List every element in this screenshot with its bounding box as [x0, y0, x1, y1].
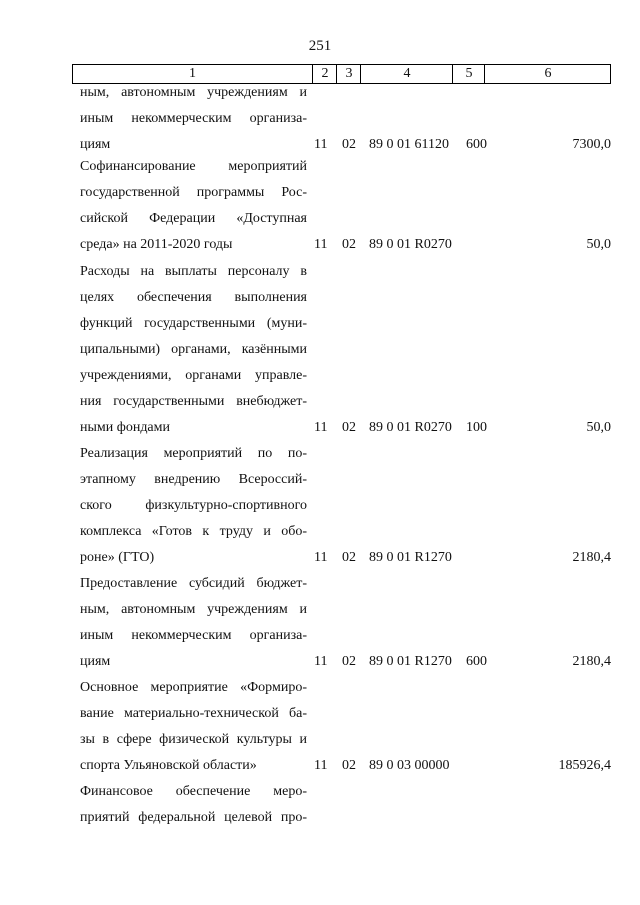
row-text-line: ным, автономным учреждениям и [80, 85, 307, 100]
row-amount: 2180,4 [572, 550, 611, 565]
code-target-article: 89 0 01 61120 [369, 137, 449, 152]
code-section: 11 [314, 758, 328, 773]
row-amount: 50,0 [586, 237, 611, 252]
row-text-line: государственной программы Рос- [80, 185, 307, 200]
page-number: 251 [308, 38, 332, 54]
code-subsection: 02 [342, 550, 356, 565]
code-target-article: 89 0 01 R1270 [369, 654, 452, 669]
code-section: 11 [314, 237, 328, 252]
code-subsection: 02 [342, 420, 356, 435]
row-text-line: Предоставление субсидий бюджет- [80, 576, 307, 591]
table-row [80, 441, 620, 571]
code-section: 11 [314, 137, 328, 152]
row-text-line: зы в сфере физической культуры и [80, 732, 307, 747]
row-amount: 2180,4 [572, 654, 611, 669]
row-text-line: спорта Ульяновской области» [80, 758, 257, 773]
row-text-line: иным некоммерческим организа- [80, 628, 307, 643]
row-text-line: циям [80, 654, 111, 669]
row-text-line: целях обеспечения выполнения [80, 290, 307, 305]
row-text-line: среда» на 2011-2020 годы [80, 237, 233, 252]
row-text-line: Софинансирование мероприятий [80, 159, 307, 174]
code-target-article: 89 0 03 00000 [369, 758, 450, 773]
row-amount: 7300,0 [572, 137, 611, 152]
row-text-line: ского физкультурно-спортивного [80, 498, 307, 513]
row-text-line: Финансовое обеспечение меро- [80, 784, 307, 799]
row-text-line: вание материально-технической ба- [80, 706, 307, 721]
row-text-line: Основное мероприятие «Формиро- [80, 680, 307, 695]
row-text-line: комплекса «Готов к труду и обо- [80, 524, 307, 539]
code-expense-type: 100 [466, 420, 487, 435]
row-text-line: роне» (ГТО) [80, 550, 155, 565]
code-subsection: 02 [342, 654, 356, 669]
row-text-line: ципальными) органами, казёнными [80, 342, 307, 357]
header-col-2: 2 [312, 65, 337, 83]
table-row [80, 779, 620, 831]
header-col-3: 3 [336, 65, 361, 83]
table-row [80, 259, 620, 441]
table-row [80, 154, 620, 258]
header-col-5: 5 [452, 65, 485, 83]
row-text-line: учреждениями, органами управле- [80, 368, 307, 383]
code-target-article: 89 0 01 R0270 [369, 237, 452, 252]
code-subsection: 02 [342, 758, 356, 773]
table-row [80, 675, 620, 779]
code-subsection: 02 [342, 137, 356, 152]
header-col-1: 1 [189, 66, 196, 81]
row-text-line: Расходы на выплаты персоналу в [80, 264, 307, 279]
row-text-line: ния государственными внебюджет- [80, 394, 307, 409]
code-section: 11 [314, 550, 328, 565]
table-row [80, 571, 620, 675]
row-text-line: приятий федеральной целевой про- [80, 810, 307, 825]
header-col-4: 4 [360, 65, 453, 83]
header-col-6: 6 [484, 65, 611, 83]
row-text-line: этапному внедрению Всероссий- [80, 472, 307, 487]
row-text-line: сийской Федерации «Доступная [80, 211, 307, 226]
code-expense-type: 600 [466, 137, 487, 152]
code-target-article: 89 0 01 R1270 [369, 550, 452, 565]
table-row [80, 80, 620, 158]
row-text-line: иным некоммерческим организа- [80, 111, 307, 126]
code-target-article: 89 0 01 R0270 [369, 420, 452, 435]
code-section: 11 [314, 654, 328, 669]
row-text-line: функций государственными (муни- [80, 316, 307, 331]
row-amount: 50,0 [586, 420, 611, 435]
row-amount: 185926,4 [558, 758, 611, 773]
row-text-line: циям [80, 137, 111, 152]
row-text-line: ными фондами [80, 420, 171, 435]
code-expense-type: 600 [466, 654, 487, 669]
code-section: 11 [314, 420, 328, 435]
row-text-line: Реализация мероприятий по по- [80, 446, 307, 461]
code-subsection: 02 [342, 237, 356, 252]
row-text-line: ным, автономным учреждениям и [80, 602, 307, 617]
